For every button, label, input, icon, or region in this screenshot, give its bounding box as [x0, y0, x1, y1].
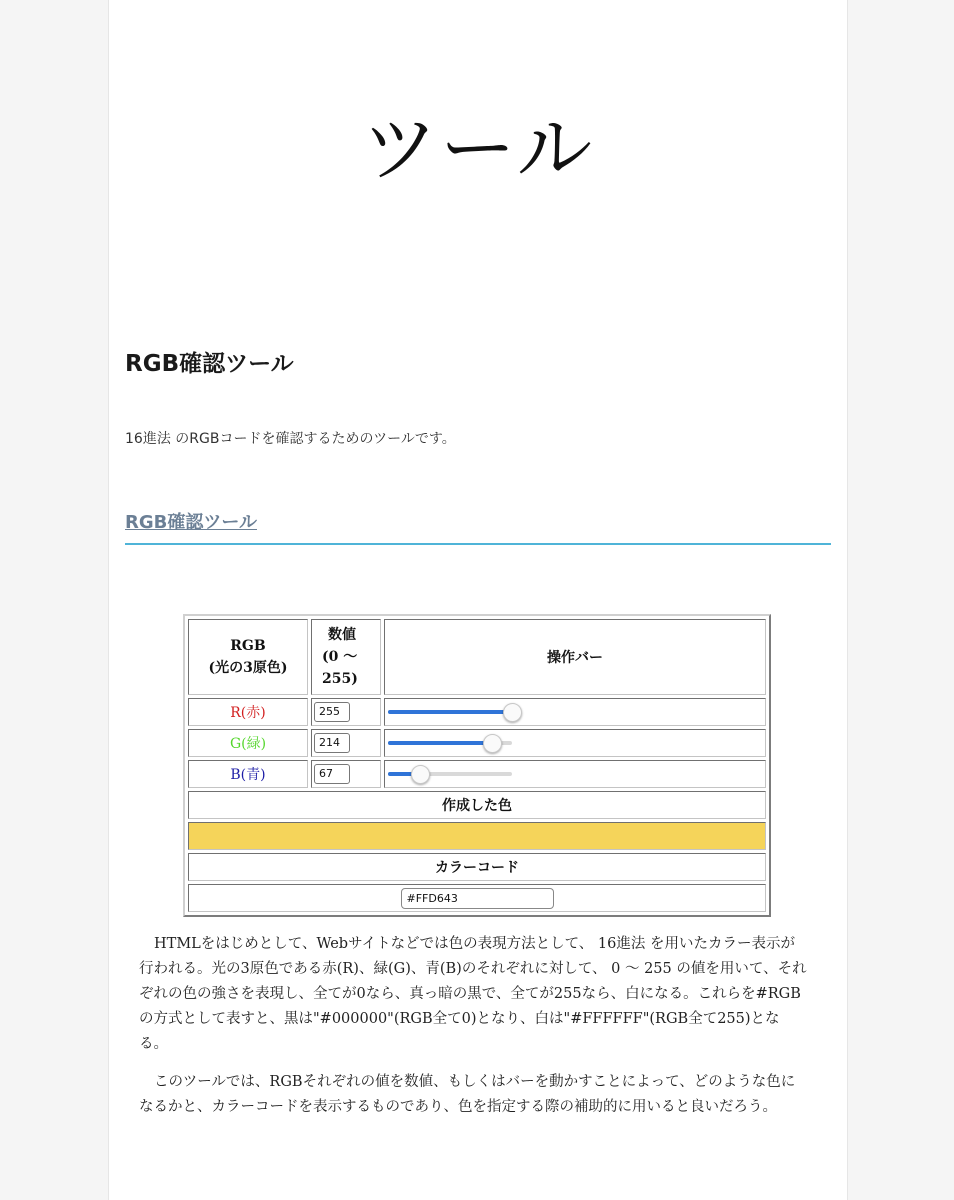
channel-row-r: [188, 698, 766, 726]
channel-row-b: [188, 760, 766, 788]
slider-thumb-b[interactable]: [411, 765, 430, 784]
created-color-label: 作成した色: [188, 791, 766, 819]
color-code-input[interactable]: #FFD643: [401, 888, 554, 909]
explanation-paragraph-1: HTMLをはじめとして、Webサイトなどでは色の表現方法として、 16進法 を用いたカラー表示が行われる。光の3原色である赤(R)、緑(G)、青(B)のそれぞれに対して、 0 〜 255 の値を用いて、それぞれの色の強さを表現し、全てが0なら、真っ暗の黒で、全てが255なら、白になる。これらを#RGBの方式として表すと、黒は"#000000"(RGB全て0)となり、白は"#FFFFFF"(RGB全て255)となる。: [139, 936, 807, 1052]
channel-label-b: B(青): [188, 760, 308, 788]
header-rgb: RGB (光の3原色): [188, 619, 308, 695]
value-input-b[interactable]: 67: [314, 764, 350, 784]
slider-b[interactable]: [388, 765, 512, 783]
slider-thumb-r[interactable]: [503, 703, 522, 722]
channel-label-r: R(赤): [188, 698, 308, 726]
value-input-r[interactable]: 255: [314, 702, 350, 722]
rgb-tool-table: [183, 614, 771, 917]
article-heading: RGB確認ツール: [125, 351, 294, 377]
channel-row-g: [188, 729, 766, 757]
slider-g[interactable]: [388, 734, 512, 752]
channel-label-g: G(緑): [188, 729, 308, 757]
slider-thumb-g[interactable]: [483, 734, 502, 753]
site-title: ツール: [361, 104, 595, 193]
header-value: 数値 (0 〜 255): [311, 619, 381, 695]
color-code-label: カラーコード: [188, 853, 766, 881]
value-input-g[interactable]: 214: [314, 733, 350, 753]
section-heading-link[interactable]: RGB確認ツール: [125, 508, 831, 545]
page-content: [108, 0, 848, 1200]
intro-text: 16進法 のRGBコードを確認するためのツールです。: [125, 431, 456, 447]
header-slider: 操作バー: [384, 619, 766, 695]
slider-r[interactable]: [388, 703, 512, 721]
explanation-paragraph-2: このツールでは、RGBそれぞれの値を数値、もしくはバーを動かすことによって、どのような色になるかと、カラーコードを表示するものであり、色を指定する際の補助的に用いると良いだろう。: [139, 1074, 796, 1115]
color-swatch: [188, 822, 766, 850]
